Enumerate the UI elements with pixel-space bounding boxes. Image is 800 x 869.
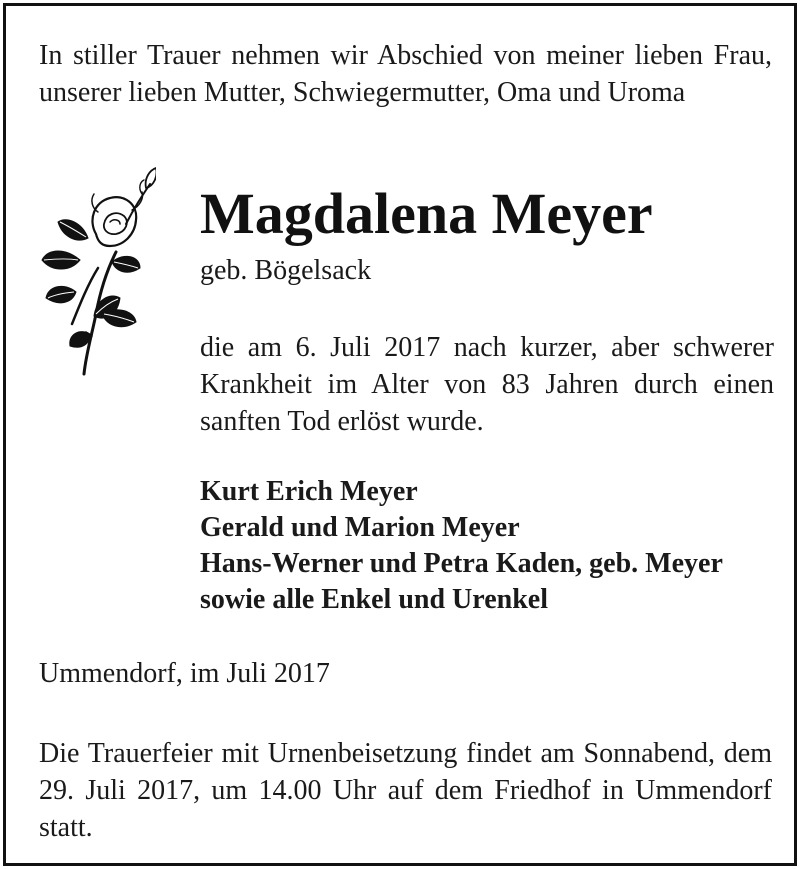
funeral-info: Die Trauerfeier mit Urnenbeisetzung findet am Sonnabend, dem 29. Juli 2017, um 14.00 Uhr auf dem Friedhof in Ummendorf statt.	[39, 738, 772, 843]
deceased-name: Magdalena Meyer	[200, 181, 653, 246]
place-date: Ummendorf, im Juli 2017	[39, 658, 330, 689]
mourner-line: sowie alle Enkel und Urenkel	[200, 584, 548, 615]
death-text: die am 6. Juli 2017 nach kurzer, aber schwerer Krankheit im Alter von 83 Jahren durch einen sanften Tod erlöst wurde.	[200, 332, 774, 437]
birth-name: geb. Bögelsack	[200, 255, 372, 286]
mourner-line: Kurt Erich Meyer	[200, 476, 418, 507]
obituary-notice	[3, 3, 797, 866]
rose-icon	[36, 164, 156, 376]
mourners-list	[200, 474, 800, 618]
mourner-line: Hans-Werner und Petra Kaden, geb. Meyer	[200, 548, 723, 579]
intro-text: In stiller Trauer nehmen wir Abschied von meiner lieben Frau, unserer lieben Mutter, Schwiegermutter, Oma und Uroma	[39, 40, 772, 108]
mourner-line: Gerald und Marion Meyer	[200, 512, 520, 543]
